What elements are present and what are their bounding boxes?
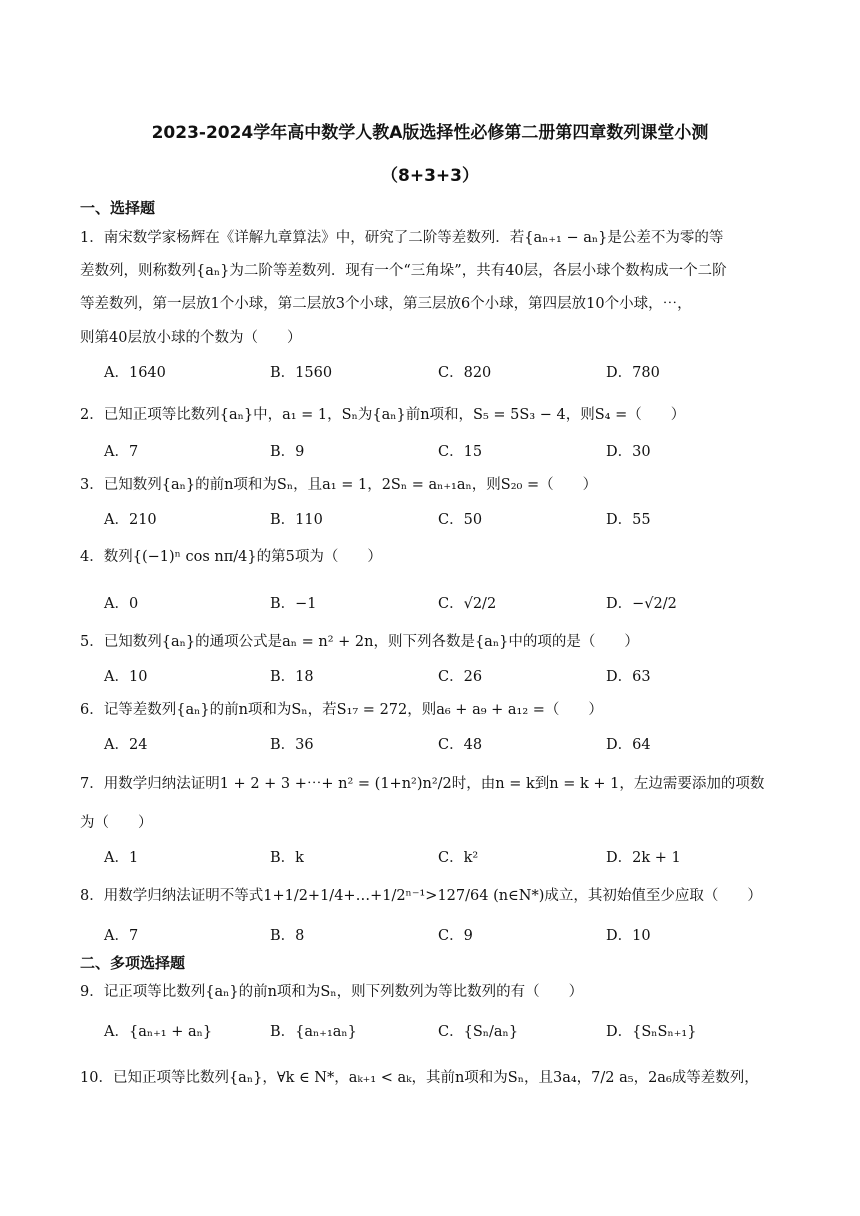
option-b[interactable]: B．110 xyxy=(270,512,323,528)
question-3-options xyxy=(104,508,784,530)
option-a[interactable]: A．7 xyxy=(104,928,139,944)
option-b[interactable]: B．−1 xyxy=(270,596,317,612)
option-a[interactable]: A．10 xyxy=(104,669,148,685)
option-d[interactable]: D．−√2/2 xyxy=(606,596,677,612)
option-c[interactable]: C．k² xyxy=(438,850,479,866)
option-a[interactable]: A．24 xyxy=(104,737,148,753)
option-d[interactable]: D．64 xyxy=(606,737,651,753)
option-a[interactable]: A．7 xyxy=(104,444,139,460)
question-5-stem: 5．已知数列{aₙ}的通项公式是aₙ = n² + 2n，则下列各数是{aₙ}中的项的是（ ） xyxy=(80,634,639,650)
question-8-stem: 8．用数学归纳法证明不等式1+1/2+1/4+…+1/2ⁿ⁻¹>127/64 (n∈N*)成立，其初始值至少应取（ ） xyxy=(80,888,762,904)
question-1-line-3: 等差数列，第一层放1个小球，第二层放3个小球，第三层放6个小球，第四层放10个小球，⋯， xyxy=(80,296,692,312)
question-1-options xyxy=(104,361,784,383)
option-d[interactable]: D．780 xyxy=(606,365,660,381)
section-heading-multi: 二、多项选择题 xyxy=(80,954,186,972)
question-5-options xyxy=(104,665,784,687)
option-b[interactable]: B．{aₙ₊₁aₙ} xyxy=(270,1024,357,1040)
option-b[interactable]: B．36 xyxy=(270,737,314,753)
option-d[interactable]: D．2k + 1 xyxy=(606,850,681,866)
option-a[interactable]: A．210 xyxy=(104,512,157,528)
option-a[interactable]: A．1640 xyxy=(104,365,166,381)
option-c[interactable]: C．50 xyxy=(438,512,483,528)
option-c[interactable]: C．48 xyxy=(438,737,483,753)
question-2-options xyxy=(104,440,784,462)
option-b[interactable]: B．9 xyxy=(270,444,305,460)
question-6-stem: 6．记等差数列{aₙ}的前n项和为Sₙ，若S₁₇ = 272，则a₆ + a₉ + a₁₂ =（ ） xyxy=(80,702,603,718)
question-1-line-2: 差数列，则称数列{aₙ}为二阶等差数列．现有一个“三角垛”，共有40层，各层小球个数构成一个二阶 xyxy=(80,263,727,279)
option-b[interactable]: B．1560 xyxy=(270,365,333,381)
question-1-line-1: 1．南宋数学家杨辉在《详解九章算法》中，研究了二阶等差数列．若{aₙ₊₁ − aₙ}是公差不为零的等 xyxy=(80,230,724,246)
option-c[interactable]: C．15 xyxy=(438,444,483,460)
question-7-line-2: 为（ ） xyxy=(80,815,153,831)
option-d[interactable]: D．55 xyxy=(606,512,651,528)
option-d[interactable]: D．30 xyxy=(606,444,651,460)
option-c[interactable]: C．820 xyxy=(438,365,492,381)
question-2-stem: 2．已知正项等比数列{aₙ}中，a₁ = 1，Sₙ为{aₙ}前n项和，S₅ = 5S₃ − 4，则S₄ =（ ） xyxy=(80,407,686,423)
question-6-options xyxy=(104,733,784,755)
document-subtitle: （8+3+3） xyxy=(381,166,479,186)
option-c[interactable]: C．{Sₙ/aₙ} xyxy=(438,1024,519,1040)
option-d[interactable]: D．10 xyxy=(606,928,651,944)
question-8-options xyxy=(104,924,784,946)
option-a[interactable]: A．0 xyxy=(104,596,139,612)
option-d[interactable]: D．63 xyxy=(606,669,651,685)
option-c[interactable]: C．9 xyxy=(438,928,473,944)
question-9-stem: 9．记正项等比数列{aₙ}的前n项和为Sₙ，则下列数列为等比数列的有（ ） xyxy=(80,984,584,1000)
question-4-stem: 4．数列{(−1)ⁿ cos nπ/4}的第5项为（ ） xyxy=(80,549,382,565)
question-4-options xyxy=(104,592,784,614)
option-c[interactable]: C．26 xyxy=(438,669,483,685)
option-b[interactable]: B．18 xyxy=(270,669,314,685)
question-10-stem: 10．已知正项等比数列{aₙ}，∀k ∈ N*，aₖ₊₁ < aₖ，其前n项和为Sₙ，且3a₄，7/2 a₅，2a₆成等差数列， xyxy=(80,1070,759,1086)
option-b[interactable]: B．8 xyxy=(270,928,305,944)
question-7-line-1: 7．用数学归纳法证明1 + 2 + 3 +⋯+ n² = (1+n²)n²/2时，由n = k到n = k + 1，左边需要添加的项数 xyxy=(80,776,765,792)
option-a[interactable]: A．1 xyxy=(104,850,139,866)
option-b[interactable]: B．k xyxy=(270,850,304,866)
question-1-line-4: 则第40层放小球的个数为（ ） xyxy=(80,330,302,346)
document-title: 2023-2024学年高中数学人教A版选择性必修第二册第四章数列课堂小测 xyxy=(151,123,709,143)
option-c[interactable]: C．√2/2 xyxy=(438,596,497,612)
option-d[interactable]: D．{SₙSₙ₊₁} xyxy=(606,1024,697,1040)
section-heading-choice: 一、选择题 xyxy=(80,199,156,217)
question-9-options xyxy=(104,1020,784,1042)
question-7-options xyxy=(104,846,784,868)
question-3-stem: 3．已知数列{aₙ}的前n项和为Sₙ，且a₁ = 1，2Sₙ = aₙ₊₁aₙ，则S₂₀ =（ ） xyxy=(80,477,598,493)
option-a[interactable]: A．{aₙ₊₁ + aₙ} xyxy=(104,1024,213,1040)
